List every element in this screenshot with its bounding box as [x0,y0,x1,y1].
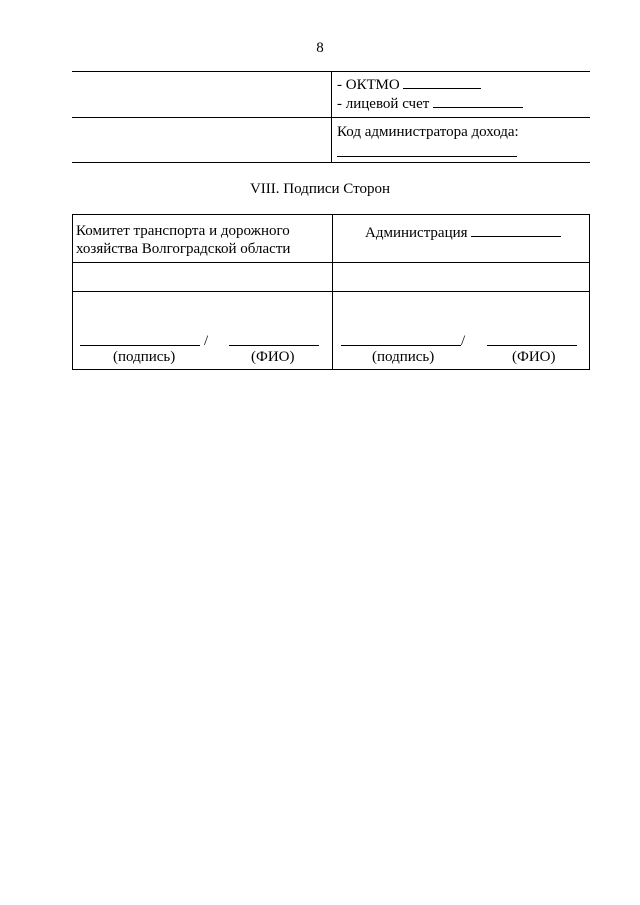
right-signature-caption: (подпись) [372,349,435,365]
left-name-line[interactable] [229,345,319,346]
left-party-line1: Комитет транспорта и дорожного [76,223,290,239]
left-signature-caption: (подпись) [113,349,176,365]
table-divider [332,215,333,369]
account-label: - лицевой счет [337,96,430,112]
left-name-caption: (ФИО) [251,349,295,365]
admin-code-label: Код администратора дохода: [337,124,519,140]
right-party-name-field[interactable] [471,224,561,237]
account-field[interactable] [433,95,523,108]
left-signature-line[interactable] [80,345,200,346]
account-row [337,95,523,113]
right-party-label: Администрация [365,225,468,241]
table-row-divider [72,117,590,118]
admin-code-field[interactable] [337,156,517,157]
section-title: VIII. Подписи Сторон [249,181,391,197]
oktmo-label: - ОКТМО [337,77,400,93]
page-number: 8 [316,40,324,56]
right-signature-separator: / [461,333,466,349]
left-signature-separator: / [204,333,209,349]
oktmo-field[interactable] [403,76,481,89]
table-row-divider [73,262,589,263]
right-name-line[interactable] [487,345,577,346]
right-party [365,224,561,242]
left-party-line2: хозяйства Волгоградской области [76,241,291,257]
table-row-divider [73,291,589,292]
signatures-table [72,214,590,370]
right-signature-line[interactable] [341,345,461,346]
payment-details-table [72,71,590,163]
oktmo-row [337,76,481,94]
right-name-caption: (ФИО) [512,349,556,365]
